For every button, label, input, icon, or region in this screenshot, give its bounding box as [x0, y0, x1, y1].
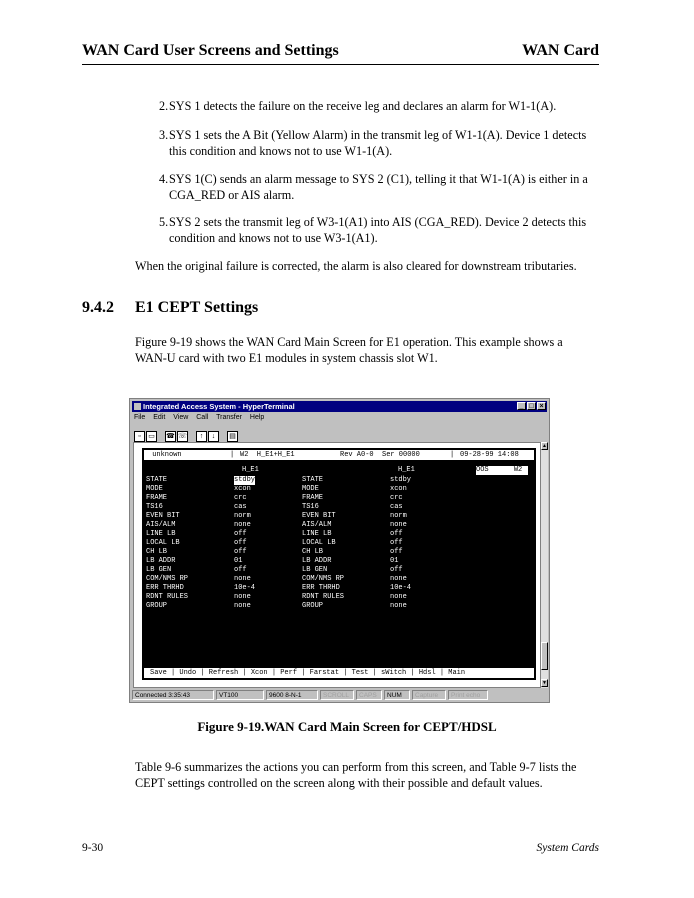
setting-value-1: off: [234, 539, 247, 547]
setting-value-1: 10e-4: [234, 584, 256, 592]
menu-call[interactable]: Call: [196, 414, 209, 421]
status-scroll: SCROLL: [320, 690, 354, 700]
connect-icon[interactable]: ☎: [166, 433, 175, 440]
menu-edit[interactable]: Edit: [153, 414, 166, 421]
setting-label-1: CH LB: [146, 548, 168, 556]
menu-bar: [134, 413, 270, 423]
setting-label-2: COM/NMS RP: [302, 575, 345, 583]
setting-value-2: none: [390, 575, 407, 583]
header-right: WAN Card: [522, 42, 599, 59]
section-number: 9.4.2: [82, 299, 114, 316]
setting-value-2: cas: [390, 503, 403, 511]
setting-label-1: TS16: [146, 503, 163, 511]
terminal-status-line: unknown | W2 H_E1+H_E1 Rev A0-0 Ser 00000 | 09-28-99 14:08: [144, 450, 534, 460]
title-bar: [132, 401, 547, 412]
status-port: 9600 8-N-1: [266, 690, 318, 700]
setting-label-2: ERR THRHD: [302, 584, 340, 592]
setting-value-1: off: [234, 566, 247, 574]
setting-value-1: stdby: [234, 476, 256, 484]
new-icon[interactable]: ▫: [134, 431, 145, 442]
section-title: E1 CEPT Settings: [135, 299, 259, 316]
setting-label-1: GROUP: [146, 602, 168, 610]
paragraph: When the original failure is corrected, the alarm is also cleared for downstream tributaries.: [135, 259, 577, 273]
list-item: 2. SYS 1 detects the failure on the receive leg and declares an alarm for W1-1(A).: [159, 99, 557, 113]
setting-label-2: LB GEN: [302, 566, 328, 574]
status-connected: Connected 3:35:43: [132, 690, 214, 700]
list-item: 5. SYS 2 sets the transmit leg of W3-1(A1) into AIS (CGA_RED). Device 2 detects this condition and knows not to use W3-1(A1).: [159, 215, 587, 245]
setting-label-2: AIS/ALM: [302, 521, 332, 529]
setting-value-2: 10e-4: [390, 584, 412, 592]
setting-value-2: off: [390, 566, 403, 574]
setting-label-2: MODE: [302, 485, 319, 493]
menu-view[interactable]: View: [173, 414, 189, 421]
paragraph: Table 9-6 summarizes the actions you can perform from this screen, and Table 9-7 lists the CEPT settings controlled on the screen along with their possible and default values.: [135, 760, 577, 790]
maximize-button[interactable]: □: [527, 402, 536, 410]
list-item: 4. SYS 1(C) sends an alarm message to SYS 2 (C1), telling it that W1-1(A) is either in a CGA_RED or AIS alarm.: [159, 172, 588, 202]
setting-value-2: off: [390, 548, 403, 556]
paragraph: Figure 9-19 shows the WAN Card Main Screen for E1 operation. This example shows a WAN-U card with two E1 modules in system chassis slot W1.: [135, 335, 563, 365]
setting-label-2: FRAME: [302, 494, 324, 502]
setting-label-2: STATE: [302, 476, 324, 484]
setting-value-1: none: [234, 602, 251, 610]
setting-value-1: cas: [234, 503, 247, 511]
status-print-echo: Print echo: [448, 690, 488, 700]
setting-value-1: none: [234, 593, 251, 601]
scroll-down-icon[interactable]: ▼: [542, 680, 547, 686]
close-button[interactable]: ×: [537, 402, 546, 410]
setting-label-1: LINE LB: [146, 530, 176, 538]
page-number: 9-30: [82, 842, 104, 854]
figure-caption: Figure 9-19.WAN Card Main Screen for CEPT/HDSL: [197, 719, 497, 734]
open-icon[interactable]: ▭: [146, 431, 157, 442]
setting-value-1: off: [234, 530, 247, 538]
setting-label-2: TS16: [302, 503, 319, 511]
setting-label-2: LB ADDR: [302, 557, 332, 565]
setting-label-2: GROUP: [302, 602, 324, 610]
setting-label-2: RDNT RULES: [302, 593, 345, 601]
setting-value-2: none: [390, 602, 407, 610]
setting-label-1: ERR THRHD: [146, 584, 184, 592]
status-emulation: VT100: [216, 690, 264, 700]
toolbar: [134, 425, 239, 439]
terminal-frame: [133, 442, 541, 688]
command-bar: Save | Undo | Refresh | Xcon | Perf | Farstat | Test | sWitch | Hdsl | Main: [144, 668, 534, 678]
setting-label-1: RDNT RULES: [146, 593, 189, 601]
status-bar: [132, 690, 547, 701]
properties-icon[interactable]: ▤: [227, 431, 238, 442]
setting-label-1: LB ADDR: [146, 557, 176, 565]
setting-label-2: LOCAL LB: [302, 539, 336, 547]
setting-label-1: LB GEN: [146, 566, 172, 574]
disconnect-icon[interactable]: ☏: [178, 433, 187, 440]
menu-transfer[interactable]: Transfer: [216, 414, 242, 421]
hyperterminal-window: [129, 398, 550, 703]
setting-label-2: LINE LB: [302, 530, 332, 538]
window-title: Integrated Access System - HyperTerminal: [143, 402, 295, 411]
setting-label-2: EVEN BIT: [302, 512, 336, 520]
menu-file[interactable]: File: [134, 414, 146, 421]
setting-value-1: off: [234, 548, 247, 556]
scroll-up-icon[interactable]: ▲: [542, 443, 547, 449]
setting-value-1: norm: [234, 512, 251, 520]
setting-value-2: crc: [390, 494, 403, 502]
scroll-thumb[interactable]: [541, 642, 548, 670]
setting-label-1: FRAME: [146, 494, 168, 502]
setting-value-1: xcon: [234, 485, 251, 493]
setting-value-2: off: [390, 539, 403, 547]
setting-value-2: xcon: [390, 485, 407, 493]
setting-label-1: STATE: [146, 476, 168, 484]
setting-label-2: CH LB: [302, 548, 324, 556]
status-capture: Capture: [412, 690, 446, 700]
menu-help[interactable]: Help: [249, 414, 265, 421]
setting-value-2: norm: [390, 512, 407, 520]
column-header-1: H_E1: [242, 466, 259, 474]
send-icon[interactable]: ↑: [196, 431, 207, 442]
footer-chapter: System Cards: [536, 842, 599, 854]
terminal-screen[interactable]: [142, 448, 536, 680]
header-left: WAN Card User Screens and Settings: [82, 42, 339, 59]
setting-value-2: none: [390, 521, 407, 529]
setting-value-2: off: [390, 530, 403, 538]
status-num: NUM: [384, 690, 410, 700]
vertical-scrollbar[interactable]: [540, 442, 548, 688]
status-badge: OOS W2: [476, 466, 528, 475]
minimize-button[interactable]: _: [517, 402, 526, 410]
setting-label-1: MODE: [146, 485, 163, 493]
list-item: 3. SYS 1 sets the A Bit (Yellow Alarm) in the transmit leg of W1-1(A). Device 1 detects this condition and knows not to use W1-1(A).: [159, 128, 587, 158]
setting-value-2: none: [390, 593, 407, 601]
setting-value-1: none: [234, 521, 251, 529]
column-header-2: H_E1: [398, 466, 415, 474]
setting-value-1: crc: [234, 494, 247, 502]
app-icon: [134, 403, 141, 410]
setting-label-1: AIS/ALM: [146, 521, 176, 529]
status-caps: CAPS: [356, 690, 382, 700]
setting-label-1: COM/NMS RP: [146, 575, 189, 583]
setting-value-1: none: [234, 575, 251, 583]
setting-value-1: 01: [234, 557, 243, 565]
running-header: [82, 40, 599, 65]
setting-value-2: stdby: [390, 476, 412, 484]
setting-label-1: EVEN BIT: [146, 512, 180, 520]
receive-icon[interactable]: ↓: [208, 431, 219, 442]
setting-label-1: LOCAL LB: [146, 539, 180, 547]
setting-value-2: 01: [390, 557, 399, 565]
